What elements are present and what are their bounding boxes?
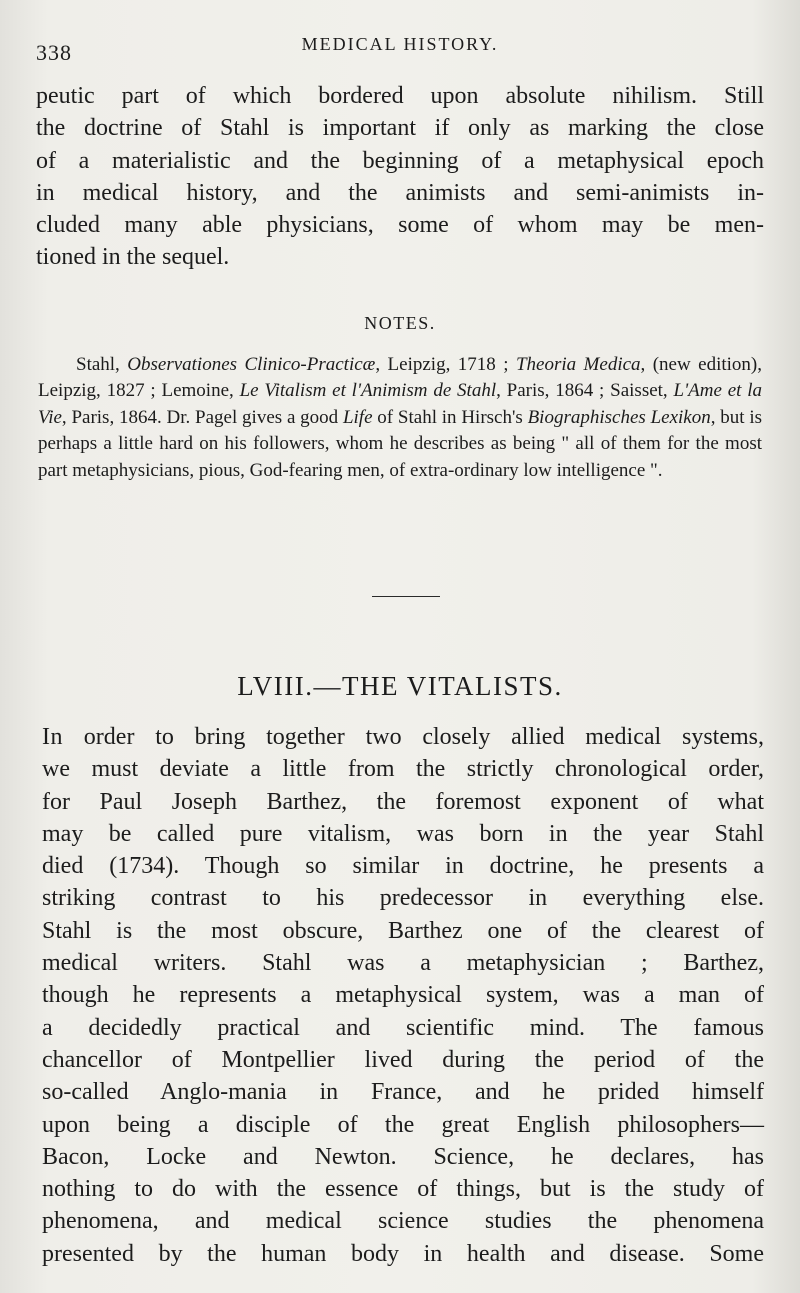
note-title: Theoria Medica <box>515 354 641 375</box>
text-line: tioned in the sequel. <box>36 244 230 271</box>
page-header <box>36 32 764 65</box>
text-line: died (1734). Though so similar in doctrine, he presents a <box>42 853 764 880</box>
text-line: Stahl is the most obscure, Barthez one of the clearest of <box>42 917 764 944</box>
text-line: upon being a disciple of the great English philosophers— <box>42 1111 764 1138</box>
note-title: Life <box>342 406 373 428</box>
text-line: the doctrine of Stahl is important if only as marking the close <box>36 115 764 142</box>
text-line: medical writers. Stahl was a metaphysician ; Barthez, <box>42 950 764 977</box>
notes-heading: NOTES. <box>364 313 436 333</box>
chapter-paragraph <box>36 721 764 1270</box>
text-line: though he represents a metaphysical system, was a man of <box>42 982 764 1009</box>
note-title: Observationes Clinico-Practicæ <box>127 354 376 375</box>
note-title: Biographisches Lexikon <box>527 406 711 428</box>
text-line: may be called pure vitalism, was born in the year Stahl <box>42 820 764 847</box>
text-line: so-called Anglo-mania in France, and he prided himself <box>42 1079 764 1106</box>
section-divider <box>372 596 440 597</box>
paragraph-continued <box>36 80 764 274</box>
note-segment: , Paris, 1864. Dr. Pagel gives a good <box>61 406 343 428</box>
text-line: Bacon, Locke and Newton. Science, he declares, has <box>42 1143 764 1170</box>
text-line: peutic part of which bordered upon absolute nihilism. Still <box>36 83 764 109</box>
text-line: presented by the human body in health and disease. Some <box>42 1240 764 1267</box>
text-line: nothing to do with the essence of things, but is the study of <box>42 1176 764 1203</box>
text-line: we must deviate a little from the strictly chronological order, <box>42 756 764 783</box>
note-segment: Stahl, <box>76 354 128 375</box>
notes-paragraph <box>38 352 762 484</box>
page-number: 338 <box>36 40 72 65</box>
running-head: MEDICAL HISTORY. <box>301 34 499 54</box>
text-line: chancellor of Montpellier lived during the period of the <box>42 1046 764 1073</box>
note-title: Le Vitalism et l'Animism de Stahl <box>239 380 497 402</box>
text-line: cluded many able physicians, some of whom may be men- <box>36 212 764 239</box>
text-line: a decidedly practical and scientific mind. The famous <box>42 1014 764 1041</box>
note-segment: , (new edition), Leipzig, 1827 ; Lemoine, <box>38 354 762 402</box>
note-segment: of Stahl in Hirsch's <box>372 406 528 428</box>
lead-initial: In <box>42 724 63 750</box>
note-segment: , but is perhaps a little hard on his followers, whom he describes as being " all of them for the most part metaphysicians, pious, God-fearing men, of extra-ordinary low intelligence ". <box>38 406 763 481</box>
note-segment: , Paris, 1864 ; Saisset, <box>496 380 674 402</box>
note-title: L'Ame et la Vie <box>38 380 763 428</box>
note-segment: , Leipzig, 1718 ; <box>375 354 516 375</box>
text-line: striking contrast to his predecessor in everything else. <box>42 885 764 912</box>
chapter-heading: LVIII.—THE VITALISTS. <box>237 671 563 701</box>
text-line: for Paul Joseph Barthez, the foremost exponent of what <box>42 788 764 815</box>
text-line: in medical history, and the animists and semi-animists in- <box>36 179 764 206</box>
text-line <box>36 721 764 753</box>
text-line-rest: order to bring together two closely allied medical systems, <box>63 724 764 750</box>
text-line: of a materialistic and the beginning of a metaphysical epoch <box>36 147 764 174</box>
text-line: phenomena, and medical science studies the phenomena <box>42 1208 764 1235</box>
